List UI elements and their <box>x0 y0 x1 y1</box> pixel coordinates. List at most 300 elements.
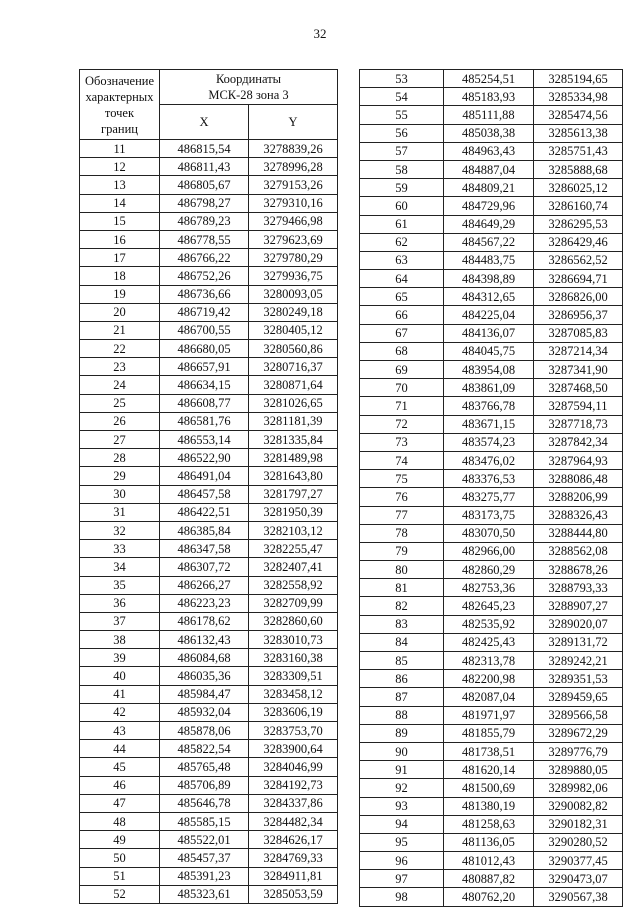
y-coordinate-cell: 3281335,84 <box>249 431 338 449</box>
y-coordinate-cell: 3280249,18 <box>249 303 338 321</box>
table-row <box>80 376 338 394</box>
x-coordinate-cell: 484809,21 <box>444 179 534 197</box>
x-coordinate-cell: 486581,76 <box>160 412 249 430</box>
header-x: X <box>160 105 249 140</box>
point-number-cell: 93 <box>360 797 444 815</box>
table-row <box>360 106 623 124</box>
y-coordinate-cell: 3290567,38 <box>534 888 623 906</box>
table-row <box>80 503 338 521</box>
point-number-cell: 43 <box>80 722 160 740</box>
header-designation-line: точек <box>104 105 135 120</box>
y-coordinate-cell: 3280405,12 <box>249 321 338 339</box>
point-number-cell: 34 <box>80 558 160 576</box>
y-coordinate-cell: 3283010,73 <box>249 631 338 649</box>
y-coordinate-cell: 3290082,82 <box>534 797 623 815</box>
point-number-cell: 65 <box>360 288 444 306</box>
table-row <box>80 394 338 412</box>
x-coordinate-cell: 486491,04 <box>160 467 249 485</box>
point-number-cell: 70 <box>360 379 444 397</box>
table-row <box>80 758 338 776</box>
x-coordinate-cell: 483376,53 <box>444 470 534 488</box>
y-coordinate-cell: 3283309,51 <box>249 667 338 685</box>
y-coordinate-cell: 3280716,37 <box>249 358 338 376</box>
point-number-cell: 83 <box>360 615 444 633</box>
point-number-cell: 82 <box>360 597 444 615</box>
y-coordinate-cell: 3286956,37 <box>534 306 623 324</box>
table-row <box>360 797 623 815</box>
point-number-cell: 26 <box>80 412 160 430</box>
y-coordinate-cell: 3290280,52 <box>534 833 623 851</box>
x-coordinate-cell: 484312,65 <box>444 288 534 306</box>
y-coordinate-cell: 3281489,98 <box>249 449 338 467</box>
point-number-cell: 84 <box>360 633 444 651</box>
point-number-cell: 35 <box>80 576 160 594</box>
x-coordinate-cell: 484649,29 <box>444 215 534 233</box>
point-number-cell: 86 <box>360 670 444 688</box>
point-number-cell: 40 <box>80 667 160 685</box>
table-row <box>360 306 623 324</box>
y-coordinate-cell: 3289459,65 <box>534 688 623 706</box>
x-coordinate-cell: 483275,77 <box>444 488 534 506</box>
table-row <box>80 558 338 576</box>
x-coordinate-cell: 484963,43 <box>444 142 534 160</box>
y-coordinate-cell: 3285474,56 <box>534 106 623 124</box>
y-coordinate-cell: 3288793,33 <box>534 579 623 597</box>
x-coordinate-cell: 481855,79 <box>444 724 534 742</box>
y-coordinate-cell: 3287842,34 <box>534 433 623 451</box>
y-coordinate-cell: 3278996,28 <box>249 158 338 176</box>
table-row <box>360 70 623 88</box>
y-coordinate-cell: 3281797,27 <box>249 485 338 503</box>
y-coordinate-cell: 3282407,41 <box>249 558 338 576</box>
x-coordinate-cell: 483671,15 <box>444 415 534 433</box>
point-number-cell: 77 <box>360 506 444 524</box>
point-number-cell: 88 <box>360 706 444 724</box>
y-coordinate-cell: 3287214,34 <box>534 342 623 360</box>
point-number-cell: 92 <box>360 779 444 797</box>
point-number-cell: 30 <box>80 485 160 503</box>
x-coordinate-cell: 486553,14 <box>160 431 249 449</box>
x-coordinate-cell: 484887,04 <box>444 160 534 178</box>
table-row <box>80 285 338 303</box>
point-number-cell: 71 <box>360 397 444 415</box>
x-coordinate-cell: 486457,58 <box>160 485 249 503</box>
point-number-cell: 87 <box>360 688 444 706</box>
y-coordinate-cell: 3280560,86 <box>249 340 338 358</box>
table-row <box>360 451 623 469</box>
point-number-cell: 89 <box>360 724 444 742</box>
table-row <box>80 140 338 158</box>
point-number-cell: 46 <box>80 776 160 794</box>
x-coordinate-cell: 482313,78 <box>444 652 534 670</box>
point-number-cell: 24 <box>80 376 160 394</box>
coordinates-table-left <box>79 69 338 904</box>
x-coordinate-cell: 484398,89 <box>444 270 534 288</box>
point-number-cell: 55 <box>360 106 444 124</box>
y-coordinate-cell: 3288907,27 <box>534 597 623 615</box>
table-row <box>80 176 338 194</box>
point-number-cell: 98 <box>360 888 444 906</box>
point-number-cell: 73 <box>360 433 444 451</box>
table-row <box>360 524 623 542</box>
table-row <box>360 615 623 633</box>
y-coordinate-cell: 3283900,64 <box>249 740 338 758</box>
x-coordinate-cell: 485706,89 <box>160 776 249 794</box>
table-row <box>360 761 623 779</box>
point-number-cell: 12 <box>80 158 160 176</box>
y-coordinate-cell: 3281181,39 <box>249 412 338 430</box>
point-number-cell: 48 <box>80 812 160 830</box>
table-row <box>360 415 623 433</box>
point-number-cell: 63 <box>360 251 444 269</box>
y-coordinate-cell: 3283160,38 <box>249 649 338 667</box>
x-coordinate-cell: 486805,67 <box>160 176 249 194</box>
table-row <box>360 470 623 488</box>
table-row <box>360 397 623 415</box>
y-coordinate-cell: 3283606,19 <box>249 703 338 721</box>
point-number-cell: 42 <box>80 703 160 721</box>
point-number-cell: 38 <box>80 631 160 649</box>
x-coordinate-cell: 485183,93 <box>444 88 534 106</box>
point-number-cell: 14 <box>80 194 160 212</box>
y-coordinate-cell: 3289242,21 <box>534 652 623 670</box>
table-row <box>360 870 623 888</box>
point-number-cell: 72 <box>360 415 444 433</box>
table-row <box>360 215 623 233</box>
point-number-cell: 32 <box>80 521 160 539</box>
y-coordinate-cell: 3290473,07 <box>534 870 623 888</box>
x-coordinate-cell: 485646,78 <box>160 794 249 812</box>
point-number-cell: 44 <box>80 740 160 758</box>
x-coordinate-cell: 484483,75 <box>444 251 534 269</box>
header-designation-line: границ <box>101 121 138 136</box>
table-row <box>80 467 338 485</box>
y-coordinate-cell: 3284337,86 <box>249 794 338 812</box>
table-row <box>360 142 623 160</box>
x-coordinate-cell: 483766,78 <box>444 397 534 415</box>
point-number-cell: 49 <box>80 831 160 849</box>
y-coordinate-cell: 3287594,11 <box>534 397 623 415</box>
x-coordinate-cell: 486084,68 <box>160 649 249 667</box>
point-number-cell: 60 <box>360 197 444 215</box>
x-coordinate-cell: 480887,82 <box>444 870 534 888</box>
table-row <box>80 612 338 630</box>
x-coordinate-cell: 486815,54 <box>160 140 249 158</box>
x-coordinate-cell: 486132,43 <box>160 631 249 649</box>
point-number-cell: 62 <box>360 233 444 251</box>
point-number-cell: 27 <box>80 431 160 449</box>
table-row <box>80 631 338 649</box>
point-number-cell: 16 <box>80 230 160 248</box>
point-number-cell: 37 <box>80 612 160 630</box>
x-coordinate-cell: 485765,48 <box>160 758 249 776</box>
x-coordinate-cell: 485038,38 <box>444 124 534 142</box>
x-coordinate-cell: 484136,07 <box>444 324 534 342</box>
x-coordinate-cell: 485984,47 <box>160 685 249 703</box>
point-number-cell: 61 <box>360 215 444 233</box>
y-coordinate-cell: 3288678,26 <box>534 561 623 579</box>
table-row <box>80 685 338 703</box>
x-coordinate-cell: 484225,04 <box>444 306 534 324</box>
x-coordinate-cell: 486811,43 <box>160 158 249 176</box>
x-coordinate-cell: 481012,43 <box>444 852 534 870</box>
table-row <box>360 852 623 870</box>
x-coordinate-cell: 486307,72 <box>160 558 249 576</box>
table-row <box>360 88 623 106</box>
y-coordinate-cell: 3287341,90 <box>534 361 623 379</box>
table-row <box>80 358 338 376</box>
point-number-cell: 56 <box>360 124 444 142</box>
table-row <box>360 124 623 142</box>
x-coordinate-cell: 481136,05 <box>444 833 534 851</box>
table-row <box>80 230 338 248</box>
y-coordinate-cell: 3288444,80 <box>534 524 623 542</box>
y-coordinate-cell: 3286160,74 <box>534 197 623 215</box>
table-row <box>360 197 623 215</box>
point-number-cell: 52 <box>80 885 160 903</box>
point-number-cell: 94 <box>360 815 444 833</box>
page-number: 32 <box>313 26 327 41</box>
table-row <box>80 831 338 849</box>
x-coordinate-cell: 481738,51 <box>444 742 534 760</box>
table-row <box>360 379 623 397</box>
table-row <box>80 431 338 449</box>
x-coordinate-cell: 486178,62 <box>160 612 249 630</box>
y-coordinate-cell: 3288206,99 <box>534 488 623 506</box>
point-number-cell: 28 <box>80 449 160 467</box>
y-coordinate-cell: 3279780,29 <box>249 249 338 267</box>
x-coordinate-cell: 483574,23 <box>444 433 534 451</box>
x-coordinate-cell: 486347,58 <box>160 540 249 558</box>
table-row <box>80 885 338 903</box>
x-coordinate-cell: 486266,27 <box>160 576 249 594</box>
y-coordinate-cell: 3279623,69 <box>249 230 338 248</box>
header-coordinates-line: МСК-28 зона 3 <box>208 88 289 102</box>
y-coordinate-cell: 3279310,16 <box>249 194 338 212</box>
point-number-cell: 15 <box>80 212 160 230</box>
point-number-cell: 57 <box>360 142 444 160</box>
point-number-cell: 23 <box>80 358 160 376</box>
x-coordinate-cell: 482645,23 <box>444 597 534 615</box>
x-coordinate-cell: 481500,69 <box>444 779 534 797</box>
table-row <box>360 688 623 706</box>
y-coordinate-cell: 3282558,92 <box>249 576 338 594</box>
point-number-cell: 58 <box>360 160 444 178</box>
y-coordinate-cell: 3286025,12 <box>534 179 623 197</box>
point-number-cell: 33 <box>80 540 160 558</box>
table-row <box>360 324 623 342</box>
point-number-cell: 91 <box>360 761 444 779</box>
y-coordinate-cell: 3287718,73 <box>534 415 623 433</box>
table-row <box>80 722 338 740</box>
point-number-cell: 74 <box>360 451 444 469</box>
x-coordinate-cell: 485878,06 <box>160 722 249 740</box>
y-coordinate-cell: 3288326,43 <box>534 506 623 524</box>
point-number-cell: 13 <box>80 176 160 194</box>
table-row <box>360 888 623 906</box>
x-coordinate-cell: 484045,75 <box>444 342 534 360</box>
x-coordinate-cell: 486522,90 <box>160 449 249 467</box>
x-coordinate-cell: 486385,84 <box>160 521 249 539</box>
point-number-cell: 45 <box>80 758 160 776</box>
point-number-cell: 36 <box>80 594 160 612</box>
table-row <box>360 742 623 760</box>
point-number-cell: 54 <box>360 88 444 106</box>
y-coordinate-cell: 3284046,99 <box>249 758 338 776</box>
x-coordinate-cell: 486657,91 <box>160 358 249 376</box>
table-row <box>80 303 338 321</box>
x-coordinate-cell: 485111,88 <box>444 106 534 124</box>
y-coordinate-cell: 3281026,65 <box>249 394 338 412</box>
point-number-cell: 97 <box>360 870 444 888</box>
x-coordinate-cell: 485323,61 <box>160 885 249 903</box>
table-row <box>80 776 338 794</box>
point-number-cell: 31 <box>80 503 160 521</box>
table-row <box>80 740 338 758</box>
y-coordinate-cell: 3288086,48 <box>534 470 623 488</box>
y-coordinate-cell: 3289880,05 <box>534 761 623 779</box>
x-coordinate-cell: 483173,75 <box>444 506 534 524</box>
y-coordinate-cell: 3280871,64 <box>249 376 338 394</box>
right-table-body <box>360 70 623 907</box>
table-row <box>360 361 623 379</box>
y-coordinate-cell: 3284911,81 <box>249 867 338 885</box>
table-row <box>80 212 338 230</box>
x-coordinate-cell: 486719,42 <box>160 303 249 321</box>
table-row <box>80 867 338 885</box>
table-row <box>80 576 338 594</box>
point-number-cell: 11 <box>80 140 160 158</box>
x-coordinate-cell: 483070,50 <box>444 524 534 542</box>
x-coordinate-cell: 483954,08 <box>444 361 534 379</box>
x-coordinate-cell: 486778,55 <box>160 230 249 248</box>
table-row <box>80 449 338 467</box>
table-row <box>360 342 623 360</box>
y-coordinate-cell: 3286295,53 <box>534 215 623 233</box>
y-coordinate-cell: 3285613,38 <box>534 124 623 142</box>
table-row <box>360 233 623 251</box>
x-coordinate-cell: 482087,04 <box>444 688 534 706</box>
x-coordinate-cell: 481971,97 <box>444 706 534 724</box>
point-number-cell: 76 <box>360 488 444 506</box>
y-coordinate-cell: 3289566,58 <box>534 706 623 724</box>
y-coordinate-cell: 3285888,68 <box>534 160 623 178</box>
table-row <box>360 833 623 851</box>
point-number-cell: 75 <box>360 470 444 488</box>
table-row <box>360 433 623 451</box>
y-coordinate-cell: 3285334,98 <box>534 88 623 106</box>
header-coordinates <box>160 70 338 105</box>
table-row <box>360 506 623 524</box>
header-y: Y <box>249 105 338 140</box>
y-coordinate-cell: 3287085,83 <box>534 324 623 342</box>
y-coordinate-cell: 3290377,45 <box>534 852 623 870</box>
point-number-cell: 69 <box>360 361 444 379</box>
y-coordinate-cell: 3283458,12 <box>249 685 338 703</box>
x-coordinate-cell: 485254,51 <box>444 70 534 88</box>
header-designation-line: характерных <box>85 89 154 104</box>
y-coordinate-cell: 3289776,79 <box>534 742 623 760</box>
y-coordinate-cell: 3283753,70 <box>249 722 338 740</box>
point-number-cell: 68 <box>360 342 444 360</box>
table-row <box>80 849 338 867</box>
y-coordinate-cell: 3290182,31 <box>534 815 623 833</box>
table-row <box>80 340 338 358</box>
x-coordinate-cell: 481380,19 <box>444 797 534 815</box>
point-number-cell: 66 <box>360 306 444 324</box>
table-row <box>80 812 338 830</box>
x-coordinate-cell: 483476,02 <box>444 451 534 469</box>
table-row <box>360 488 623 506</box>
x-coordinate-cell: 482425,43 <box>444 633 534 651</box>
y-coordinate-cell: 3284482,34 <box>249 812 338 830</box>
x-coordinate-cell: 486798,27 <box>160 194 249 212</box>
table-row <box>80 158 338 176</box>
table-row <box>360 779 623 797</box>
point-number-cell: 90 <box>360 742 444 760</box>
point-number-cell: 80 <box>360 561 444 579</box>
table-row <box>360 724 623 742</box>
y-coordinate-cell: 3284626,17 <box>249 831 338 849</box>
point-number-cell: 19 <box>80 285 160 303</box>
table-row <box>360 579 623 597</box>
point-number-cell: 96 <box>360 852 444 870</box>
y-coordinate-cell: 3282709,99 <box>249 594 338 612</box>
left-table-body <box>80 140 338 904</box>
x-coordinate-cell: 480762,20 <box>444 888 534 906</box>
point-number-cell: 41 <box>80 685 160 703</box>
table-row <box>360 270 623 288</box>
x-coordinate-cell: 486680,05 <box>160 340 249 358</box>
table-row <box>360 597 623 615</box>
table-row <box>360 633 623 651</box>
y-coordinate-cell: 3282860,60 <box>249 612 338 630</box>
table-row <box>80 794 338 812</box>
point-number-cell: 95 <box>360 833 444 851</box>
table-row <box>80 267 338 285</box>
table-row <box>360 251 623 269</box>
point-number-cell: 21 <box>80 321 160 339</box>
y-coordinate-cell: 3289351,53 <box>534 670 623 688</box>
point-number-cell: 64 <box>360 270 444 288</box>
y-coordinate-cell: 3284769,33 <box>249 849 338 867</box>
x-coordinate-cell: 482753,36 <box>444 579 534 597</box>
header-point-designation <box>80 70 160 140</box>
y-coordinate-cell: 3279466,98 <box>249 212 338 230</box>
coordinates-table-right <box>359 69 623 907</box>
point-number-cell: 47 <box>80 794 160 812</box>
table-row <box>80 194 338 212</box>
y-coordinate-cell: 3284192,73 <box>249 776 338 794</box>
x-coordinate-cell: 486223,23 <box>160 594 249 612</box>
point-number-cell: 51 <box>80 867 160 885</box>
table-row <box>80 594 338 612</box>
y-coordinate-cell: 3286826,00 <box>534 288 623 306</box>
y-coordinate-cell: 3289672,29 <box>534 724 623 742</box>
x-coordinate-cell: 485522,01 <box>160 831 249 849</box>
table-row <box>80 485 338 503</box>
y-coordinate-cell: 3285194,65 <box>534 70 623 88</box>
y-coordinate-cell: 3289982,06 <box>534 779 623 797</box>
table-row <box>80 249 338 267</box>
point-number-cell: 81 <box>360 579 444 597</box>
y-coordinate-cell: 3285751,43 <box>534 142 623 160</box>
x-coordinate-cell: 486736,66 <box>160 285 249 303</box>
y-coordinate-cell: 3278839,26 <box>249 140 338 158</box>
y-coordinate-cell: 3279936,75 <box>249 267 338 285</box>
table-row <box>360 160 623 178</box>
y-coordinate-cell: 3288562,08 <box>534 542 623 560</box>
